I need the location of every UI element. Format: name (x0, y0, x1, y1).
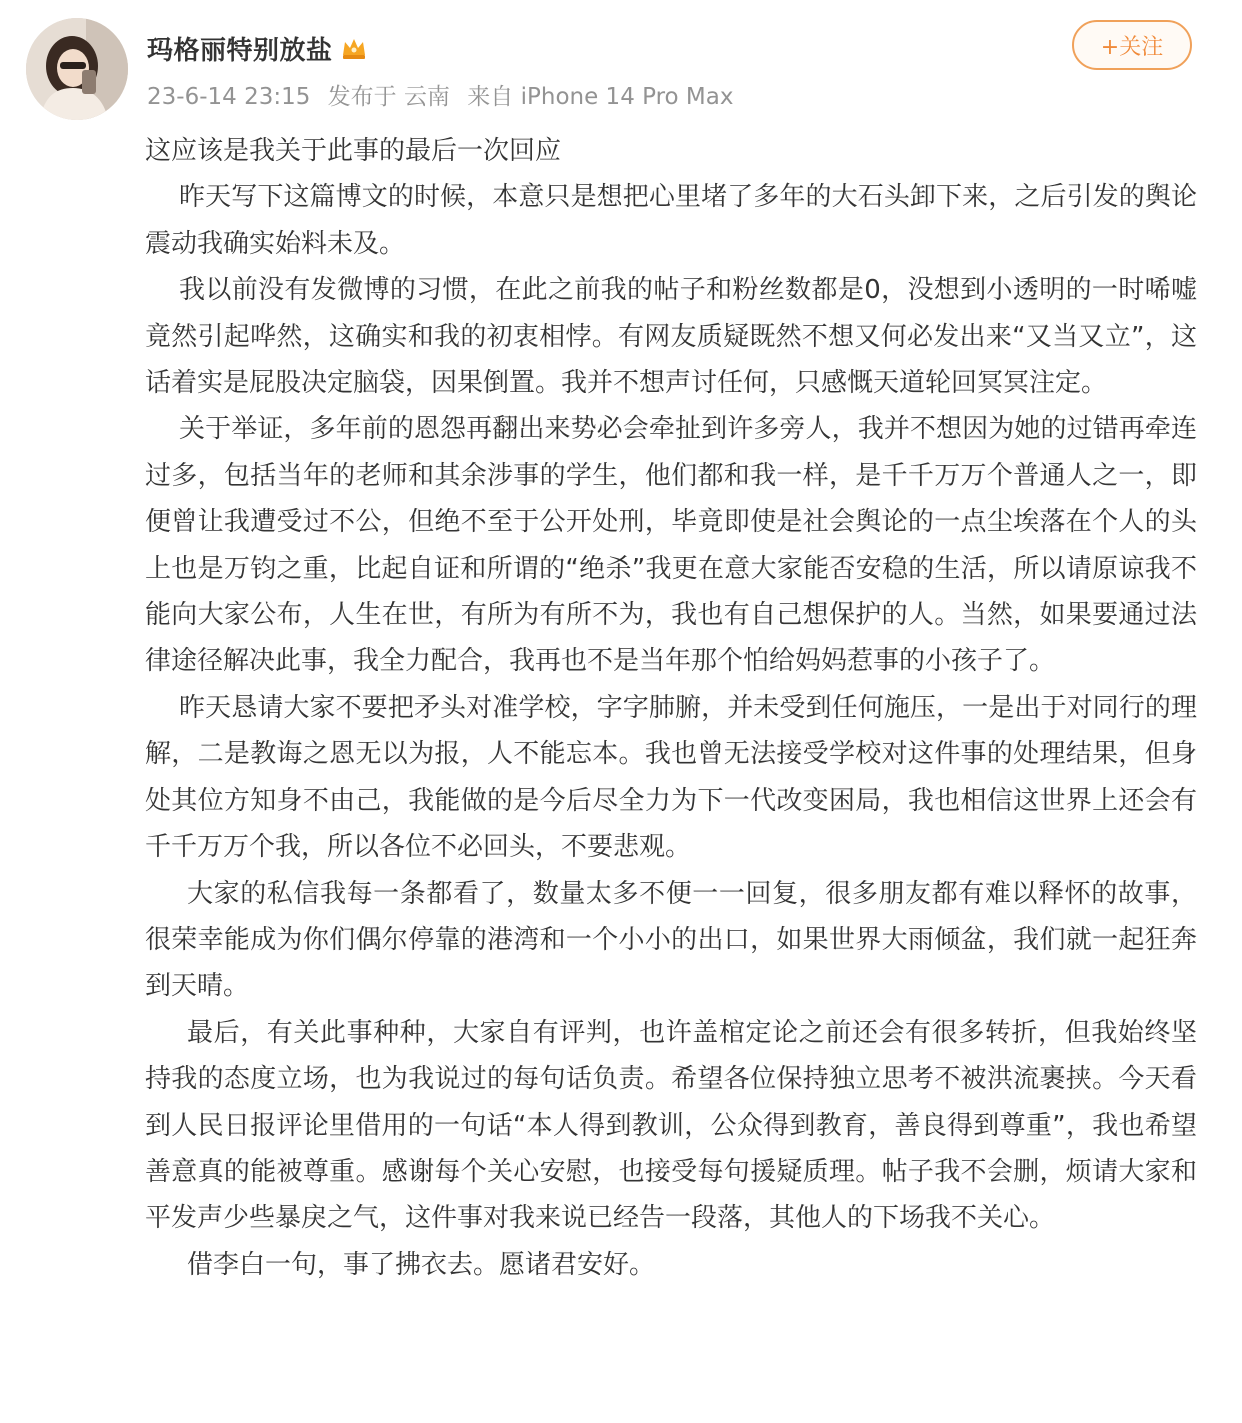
paragraph: 大家的私信我每一条都看了，数量太多不便一一回复，很多朋友都有难以释怀的故事，很荣幸能成为你们偶尔停靠的港湾和一个小小的出口，如果世界大雨倾盆，我们就一起狂奔到天晴。 (145, 878, 1197, 1002)
paragraph: 最后，有关此事种种，大家自有评判，也许盖棺定论之前还会有很多转折，但我始终坚持我的态度立场，也为我说过的每句话负责。希望各位保持独立思考不被洪流裹挟。今天看到人民日报评论里借用的一句话“本人得到教训，公众得到教育，善良得到尊重”，我也希望善意真的能被尊重。感谢每个关心安慰，也接受每句援疑质理。帖子我不会删，烦请大家和平发声少些暴戾之气，这件事对我来说已经告一段落，其他人的下场我不关心。 (145, 1017, 1197, 1234)
paragraph: 我以前没有发微博的习惯，在此之前我的帖子和粉丝数都是0，没想到小透明的一时唏嘘竟然引起哗然，这确实和我的初衷相悖。有网友质疑既然不想又何必发出来“又当又立”，这话着实是屁股决定脑袋，因果倒置。我并不想声讨任何，只感慨天道轮回冥冥注定。 (145, 275, 1197, 399)
post-meta (147, 78, 743, 111)
paragraph: 关于举证，多年前的恩怨再翻出来势必会牵扯到许多旁人，我并不想因为她的过错再牵连过多，包括当年的老师和其余涉事的学生，他们都和我一样，是千千万万个普通人之一，即便曾让我遭受过不公，但绝不至于公开处刑，毕竟即使是社会舆论的一点尘埃落在个人的头上也是万钧之重，比起自证和所谓的“绝杀”我更在意大家能否安稳的生活，所以请原谅我不能向大家公布，人生在世，有所为有所不为，我也有自己想保护的人。当然，如果要通过法律途径解决此事，我全力配合，我再也不是当年那个怕给妈妈惹事的小孩子了。 (145, 414, 1197, 677)
follow-button[interactable]: +关注 (1072, 20, 1192, 70)
post-source: 来自 iPhone 14 Pro Max (467, 84, 734, 110)
crown-icon[interactable] (339, 33, 369, 63)
avatar-photo (26, 18, 128, 120)
post-text (145, 128, 1197, 1288)
author-name[interactable]: 玛格丽特别放盐 (147, 35, 333, 66)
author-row (147, 28, 369, 68)
paragraph: 昨天恳请大家不要把矛头对准学校，字字肺腑，并未受到任何施压，一是出于对同行的理解，二是教诲之恩无以为报，人不能忘本。我也曾无法接受学校对这件事的处理结果，但身处其位方知身不由己，我能做的是今后尽全力为下一代改变困局，我也相信这世界上还会有千千万万个我，所以各位不必回头，不要悲观。 (145, 692, 1197, 863)
post-location: 发布于 云南 (327, 84, 450, 110)
paragraph: 借李白一句，事了拂衣去。愿诸君安好。 (187, 1249, 656, 1280)
avatar[interactable] (26, 18, 128, 120)
paragraph: 昨天写下这篇博文的时候，本意只是想把心里堵了多年的大石头卸下来，之后引发的舆论震动我确实始料未及。 (145, 182, 1197, 259)
post-time[interactable]: 23-6-14 23:15 (147, 84, 311, 110)
paragraph: 这应该是我关于此事的最后一次回应 (145, 136, 562, 166)
